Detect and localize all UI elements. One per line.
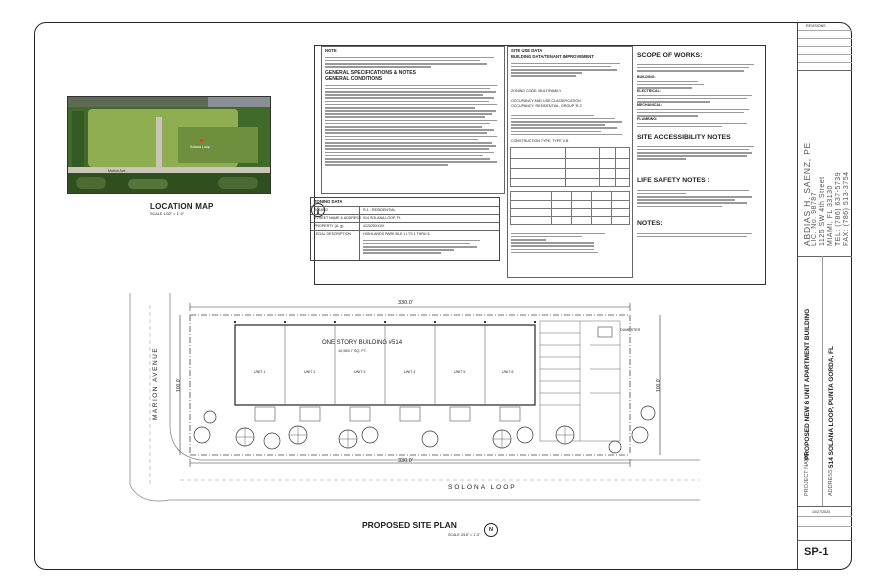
construction-type: CONSTRUCTION TYPE: TYPE V-B (511, 139, 569, 143)
street-marion-avenue (152, 347, 159, 420)
architect-address2: MIAMI, FL 33130 (827, 185, 834, 246)
date-block (798, 506, 852, 541)
site-plan-drawing (110, 285, 730, 510)
building-data-title: BUILDING DATA/TENANT IMPROVEMENT (511, 54, 594, 59)
general-notes-box (321, 46, 505, 194)
scope-title: SCOPE OF WORKS: (637, 52, 703, 59)
map-marker (200, 139, 203, 142)
dumpster-label: DUMPSTER (620, 328, 641, 332)
building-area: 10,963.7 SQ. FT. (338, 349, 367, 353)
site-plan-scale: SCALE 3/16" = 1'-0" (448, 533, 481, 537)
unit-label: UNIT 5 (454, 370, 466, 374)
project-block (798, 256, 852, 507)
occupancy-title: OCCUPANCY AND USE CLASSIFICATION (511, 99, 581, 103)
occupancy-value: OCCUPANCY: RESIDENTIAL, GROUP 'R-2' (511, 104, 583, 108)
revisions-block (798, 22, 852, 71)
project-name: PROPOSED NEW 6 UNIT APARTMENT BUILDING (804, 308, 811, 460)
north-letter: N (489, 527, 493, 533)
unit-label: UNIT 6 (502, 370, 514, 374)
project-address: 514 SOLANA LOOP, PUNTA GORDA, FL (828, 345, 835, 468)
dim-right-text: 100.0' (656, 378, 662, 392)
map-road-label: Marion Ave (108, 169, 126, 173)
site-use-title: SITE USE DATA (511, 48, 543, 53)
zoning-row-value: 514 SOLANA LOOP, FL (363, 216, 402, 220)
street-solona-loop: SOLONA LOOP (448, 484, 517, 491)
title-block (797, 22, 852, 570)
building-classification-table (510, 191, 630, 225)
zoning-title: ZONING DATA (314, 199, 343, 204)
street-marion-text: MARION AVENUE (152, 346, 159, 420)
site-plan-north-arrow (484, 523, 498, 537)
zoning-row-label: STREET NAME & ADDRESS (314, 216, 362, 220)
architect-stamp-block (798, 70, 852, 257)
dim-left-text: 100.0' (176, 378, 182, 392)
dim-bottom: 330.0' (398, 458, 413, 464)
unit-label: UNIT 1 (254, 370, 266, 374)
notes-right-title: NOTES: (637, 220, 663, 227)
architect-name: ABDIAS H. SAENZ, PE (802, 141, 812, 246)
scope-of-works-section (637, 50, 762, 280)
building-label: ONE STORY BUILDING #514 (322, 340, 403, 346)
unit-label: UNIT 3 (354, 370, 366, 374)
location-map-title: LOCATION MAP (150, 202, 214, 211)
architect-license: LIC. No. 98787 (811, 191, 818, 246)
scope-item: PLUMBING: (637, 117, 658, 121)
zoning-data-table (310, 197, 500, 261)
architect-fax: FAX: (786) 513-3754 (843, 171, 850, 246)
scope-item: BUILDING: (637, 75, 656, 79)
zoning-row-label: ZONING (314, 208, 328, 212)
zoning-code-text: ZONING CODE: MULTIFAMILY (511, 89, 562, 93)
zoning-row-label: LEGAL DESCRIPTION (314, 232, 352, 236)
site-plan-title: PROPOSED SITE PLAN (362, 520, 457, 530)
accessibility-title: SITE ACCESSIBILITY NOTES (637, 134, 731, 141)
site-use-data-box (507, 46, 633, 278)
location-map-aerial (67, 96, 271, 194)
life-safety-title: LIFE SAFETY NOTES : (637, 177, 710, 184)
occupancy-separation-table (510, 147, 630, 187)
dim-top: 330.0' (398, 300, 413, 306)
unit-label: UNIT 2 (304, 370, 316, 374)
sheet-date: 10/27/2020 (812, 510, 830, 514)
sheet-number: SP-1 (804, 546, 829, 558)
dim-left (176, 379, 182, 392)
scope-item: MECHANICAL: (637, 103, 663, 107)
architect-tel: TEL: (786) 637-5739 (835, 171, 842, 246)
zoning-row-value: HIGHLANDS PARK BLK 1 LTS 1 THRU 6 (363, 232, 430, 236)
general-conditions-text (325, 83, 501, 167)
zoning-row-value: R-1 - RESIDENTIAL (363, 208, 396, 212)
general-spec-title: GENERAL SPECIFICATIONS & NOTES (325, 70, 416, 76)
general-conditions-title: GENERAL CONDITIONS (325, 76, 383, 82)
zoning-row-label: PROPERTY (A, g) (314, 224, 344, 228)
revisions-label: REVISIONS (806, 24, 826, 28)
project-address-label: ADDRESS: (828, 467, 834, 496)
unit-label: UNIT 4 (404, 370, 416, 374)
zoning-row-value: 412025XXXX (363, 224, 385, 228)
notes-title: NOTE (325, 48, 337, 53)
project-name-label: PROJECT NAME: (804, 451, 810, 496)
notes-intro-text (325, 55, 501, 69)
architect-address1: 1125 SW 4th Street (819, 176, 826, 246)
map-street-label: Solana Loop (190, 145, 210, 149)
location-map-scale: SCALE 1/32" = 1'-0" (150, 212, 185, 216)
scope-item: ELECTRICAL: (637, 89, 661, 93)
dim-right (656, 379, 662, 392)
